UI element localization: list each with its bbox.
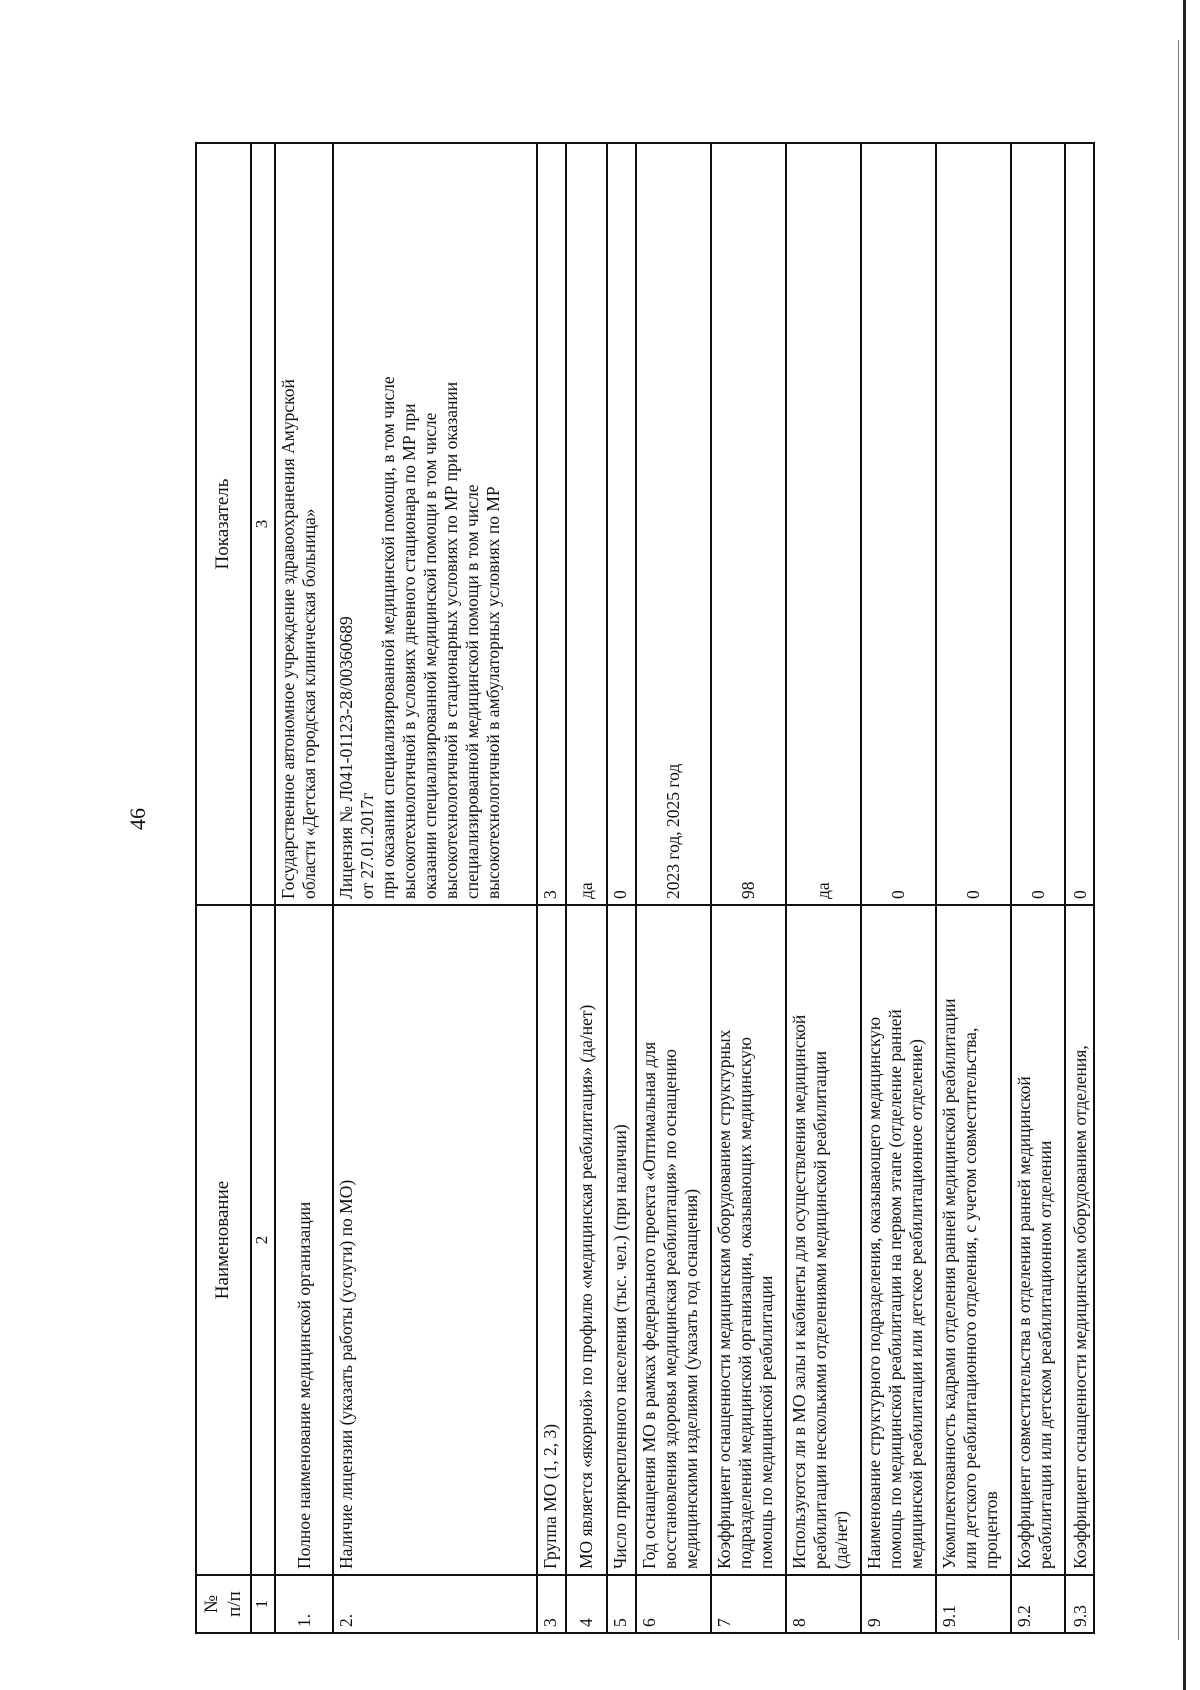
table-row: [1065, 143, 1094, 1633]
row-num: 9.1: [936, 1575, 1011, 1633]
row-value: 98: [711, 143, 786, 905]
table-row: [786, 143, 861, 1633]
table-row: [711, 143, 786, 1633]
col-index-3: 3: [251, 143, 275, 905]
row-value: 0: [1011, 143, 1065, 905]
row-value: Государственное автономное учреждение здравоохранения Амурской области «Детская городская клиническая больница»: [275, 143, 333, 905]
row-value: 0: [1065, 143, 1094, 905]
row-value: 0: [607, 143, 636, 905]
row-name: Полное наименование медицинской организации: [275, 905, 333, 1575]
table-row: [1011, 143, 1065, 1633]
table-row: [333, 143, 537, 1633]
row-name: Наличие лицензии (указать работы (услуги) по МО): [333, 905, 537, 1575]
row-name: Используются ли в МО залы и кабинеты для осуществления медицинской реабилитации несколькими отделениями медицинской реабилитации (да/нет): [786, 905, 861, 1575]
row-name: Коэффициент совместительства в отделении ранней медицинской реабилитации или детском реабилитационном отделении: [1011, 905, 1065, 1575]
row-value: 2023 год, 2025 год: [636, 143, 711, 905]
row-num: 5: [607, 1575, 636, 1633]
row-value: да: [566, 143, 607, 905]
row-num: 6: [636, 1575, 711, 1633]
row-num: 1.: [275, 1575, 333, 1633]
table-row: [936, 143, 1011, 1633]
table-row: [861, 143, 936, 1633]
row-name: Наименование структурного подразделения, оказывающего медицинскую помощь по медицинской реабилитации на первом этапе (отделение ранней медицинской реабилитации или детское реабилитационное отделение): [861, 905, 936, 1575]
header-value: Показатель: [196, 143, 251, 905]
row-name: Число прикрепленного населения (тыс. чел.) (при наличии): [607, 905, 636, 1575]
scan-edge: [1183, 0, 1186, 1690]
row-num: 9.3: [1065, 1575, 1094, 1633]
table-row: [636, 143, 711, 1633]
rotated-table-wrapper: [195, 144, 1095, 1634]
table-row: [607, 143, 636, 1633]
header-num: № п/п: [196, 1575, 251, 1633]
row-value: 0: [861, 143, 936, 905]
page-number: 46: [125, 808, 150, 830]
table-row: [537, 143, 566, 1633]
row-num: 7: [711, 1575, 786, 1633]
row-name: Год оснащения МО в рамках федерального проекта «Оптимальная для восстановления здоровья медицинская реабилитация» по оснащению медицинскими изделиями (указать год оснащения): [636, 905, 711, 1575]
header-name: Наименование: [196, 905, 251, 1575]
table-row: [566, 143, 607, 1633]
row-value: Лицензия № Л041-01123-28/00360689 от 27.01.2017г при оказании специализированной медицинской помощи, в том числе высокотехнологичной в условиях дневного стационара по МР при оказании специализированной медицинской помощи в том числе высокотехнологичной в стационарных условиях по МР при оказании специализированной медицинской помощи в том числе высокотехнологичной в амбулаторных условиях по МР: [333, 143, 537, 905]
row-name: Группа МО (1, 2, 3): [537, 905, 566, 1575]
row-value: да: [786, 143, 861, 905]
rehabilitation-table: [195, 142, 1095, 1634]
row-num: 9.2: [1011, 1575, 1065, 1633]
row-name: Коэффициент оснащенности медицинским оборудованием структурных подразделений медицинской организации, оказывающих медицинскую помощь по медицинской реабилитации: [711, 905, 786, 1575]
row-num: 3: [537, 1575, 566, 1633]
col-index-2: 2: [251, 905, 275, 1575]
row-num: 9: [861, 1575, 936, 1633]
table-row: [275, 143, 333, 1633]
row-name: Коэффициент оснащенности медицинским оборудованием отделения,: [1065, 905, 1094, 1575]
row-name: МО является «якорной» по профилю «медицинская реабилитация» (да/нет): [566, 905, 607, 1575]
row-value: 0: [936, 143, 1011, 905]
row-value: 3: [537, 143, 566, 905]
scan-edge-line: [1178, 40, 1179, 1640]
col-index-1: 1: [251, 1575, 275, 1633]
row-name: Укомплектованность кадрами отделения ранней медицинской реабилитации или детского реабилитационного отделения, с учетом совместительства, процентов: [936, 905, 1011, 1575]
row-num: 4: [566, 1575, 607, 1633]
row-num: 8: [786, 1575, 861, 1633]
row-num: 2.: [333, 1575, 537, 1633]
